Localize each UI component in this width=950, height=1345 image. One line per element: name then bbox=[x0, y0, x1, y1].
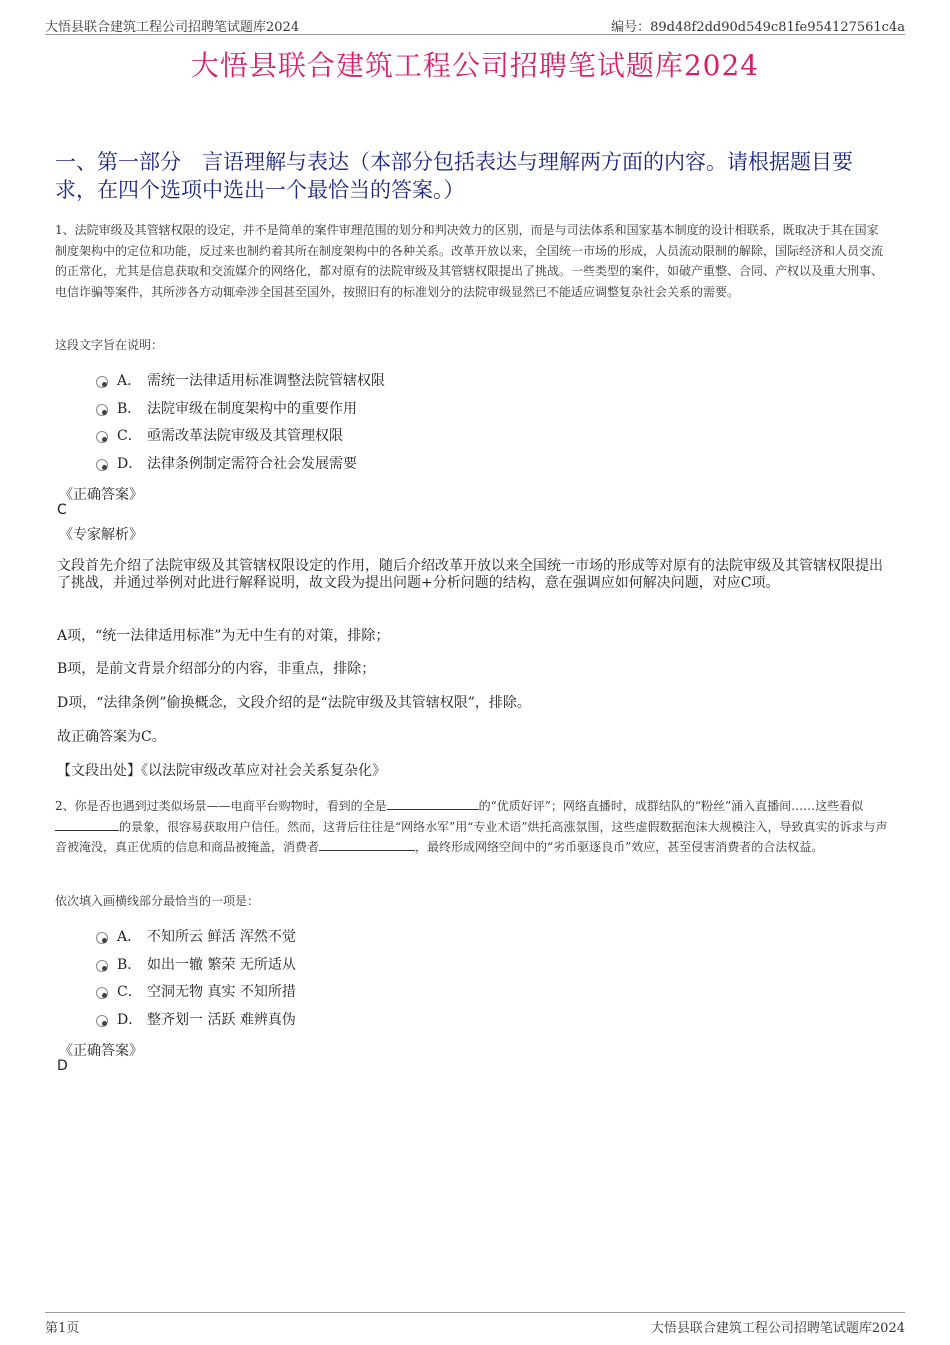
option-text: 需统一法律适用标准调整法院管辖权限 bbox=[147, 373, 385, 389]
stem-text: 的“优质好评”；网络直播时，成群结队的“粉丝”涌入直播间……这些看似 bbox=[478, 799, 864, 813]
option-letter: D． bbox=[117, 1011, 143, 1028]
analysis-line: B项，是前文背景介绍部分的内容，非重点，排除； bbox=[57, 661, 376, 677]
analysis-line: D项，“法律条例”偷换概念，文段介绍的是“法院审级及其管辖权限”，排除。 bbox=[57, 695, 531, 711]
radio-icon[interactable] bbox=[96, 932, 108, 944]
blank-1 bbox=[387, 797, 479, 810]
radio-icon[interactable] bbox=[96, 376, 108, 388]
analysis-paragraph: 文段首先介绍了法院审级及其管辖权限设定的作用，随后介绍改革开放以来全国统一市场的形成等对原有的法院审级及其管辖权限提出了挑战，并通过举例对此进行解释说明，故文段为提出问题+分析问题的结构，意在强调应如何解决问题，对应C项。 bbox=[57, 558, 883, 591]
stem-text: ，最终形成网络空间中的“劣币驱逐良币”效应，甚至侵害消费者的合法权益。 bbox=[415, 840, 824, 854]
option-letter: B． bbox=[117, 956, 142, 973]
option-text: 空洞无物 真实 不知所措 bbox=[147, 984, 296, 1000]
header-title: 大悟县联合建筑工程公司招聘笔试题库2024 bbox=[45, 20, 300, 35]
analysis-conclusion: 故正确答案为C。 bbox=[57, 729, 166, 745]
option-text: 法律条例制定需符合社会发展需要 bbox=[147, 455, 357, 472]
analysis-label: 《专家解析》 bbox=[59, 527, 143, 543]
option-text: 整齐划一 活跃 难辨真伪 bbox=[147, 1011, 296, 1028]
option-text: 法院审级在制度架构中的重要作用 bbox=[147, 400, 357, 417]
question-1-prompt: 这段文字旨在说明： bbox=[55, 338, 164, 352]
radio-icon[interactable] bbox=[96, 431, 108, 443]
page-footer bbox=[45, 1312, 905, 1335]
radio-icon[interactable] bbox=[96, 960, 108, 972]
blank-2 bbox=[55, 818, 119, 831]
option-text: 亟需改革法院审级及其管理权限 bbox=[147, 428, 343, 444]
option-letter: A． bbox=[117, 373, 142, 389]
option-letter: C． bbox=[117, 428, 142, 444]
option-letter: A． bbox=[117, 929, 142, 945]
question-2-prompt: 依次填入画横线部分最恰当的一项是： bbox=[55, 894, 260, 908]
option-letter: D． bbox=[117, 455, 143, 472]
blank-3 bbox=[319, 838, 415, 851]
option-letter: B． bbox=[117, 400, 142, 417]
correct-answer: D bbox=[57, 1058, 68, 1074]
option-letter: C． bbox=[117, 984, 142, 1000]
radio-icon[interactable] bbox=[96, 987, 108, 999]
document-code: 编号：89d48f2dd90d549c81fe954127561c4a bbox=[611, 20, 905, 35]
question-1-stem: 1、法院审级及其管辖权限的设定，并不是简单的案件审理范围的划分和判决效力的区别，而是与司法体系和国家基本制度的设计相联系，既取决于其在国家制度架构中的定位和功能，反过来也制约着其所在制度架构中的各种关系。改革开放以来，全国统一市场的形成，人员流动限制的解除，国际经济和人员交流的正常化，尤其是信息获取和交流媒介的网络化，都对原有的法院审级及其管辖权限提出了挑战。一些类型的案件，如破产重整、合同、产权以及重大刑事、电信诈骗等案件，其所涉各方动辄牵涉全国甚至国外，按照旧有的标准划分的法院审级显然已不能适应调整复杂社会关系的需要。 bbox=[55, 223, 884, 299]
answer-label: 《正确答案》 bbox=[59, 487, 143, 503]
section-title: 一、第一部分 言语理解与表达（本部分包括表达与理解两方面的内容。请根据题目要求，在四个选项中选出一个最恰当的答案。） bbox=[55, 150, 853, 202]
analysis-line: A项，“统一法律适用标准”为无中生有的对策，排除； bbox=[57, 628, 390, 644]
stem-text: 的景象，很容易获取用户信任。然而，这背后往往是“网络水军”用“专业术语”烘托高涨氛围，这些虚假数据泡沫大规模注入，导致真实的诉求与声音被淹没，真正优质的信息和商品被掩盖，消费者 bbox=[55, 819, 888, 854]
document-title: 大悟县联合建筑工程公司招聘笔试题库2024 bbox=[190, 49, 760, 82]
radio-icon[interactable] bbox=[96, 459, 108, 471]
answer-label: 《正确答案》 bbox=[59, 1043, 143, 1059]
option-text: 不知所云 鲜活 浑然不觉 bbox=[147, 929, 296, 945]
option-text: 如出一辙 繁荣 无所适从 bbox=[147, 956, 296, 973]
correct-answer: C bbox=[57, 502, 67, 518]
question-2-stem bbox=[55, 796, 888, 858]
radio-icon[interactable] bbox=[96, 1015, 108, 1027]
stem-text: 2、你是否也遇到过类似场景——电商平台购物时，看到的全是 bbox=[55, 799, 387, 813]
text-source: 【文段出处】《以法院审级改革应对社会关系复杂化》 bbox=[57, 763, 386, 779]
page-number: 第1页 bbox=[45, 1321, 80, 1336]
page-header bbox=[45, 14, 905, 35]
footer-title: 大悟县联合建筑工程公司招聘笔试题库2024 bbox=[650, 1321, 905, 1336]
radio-icon[interactable] bbox=[96, 404, 108, 416]
